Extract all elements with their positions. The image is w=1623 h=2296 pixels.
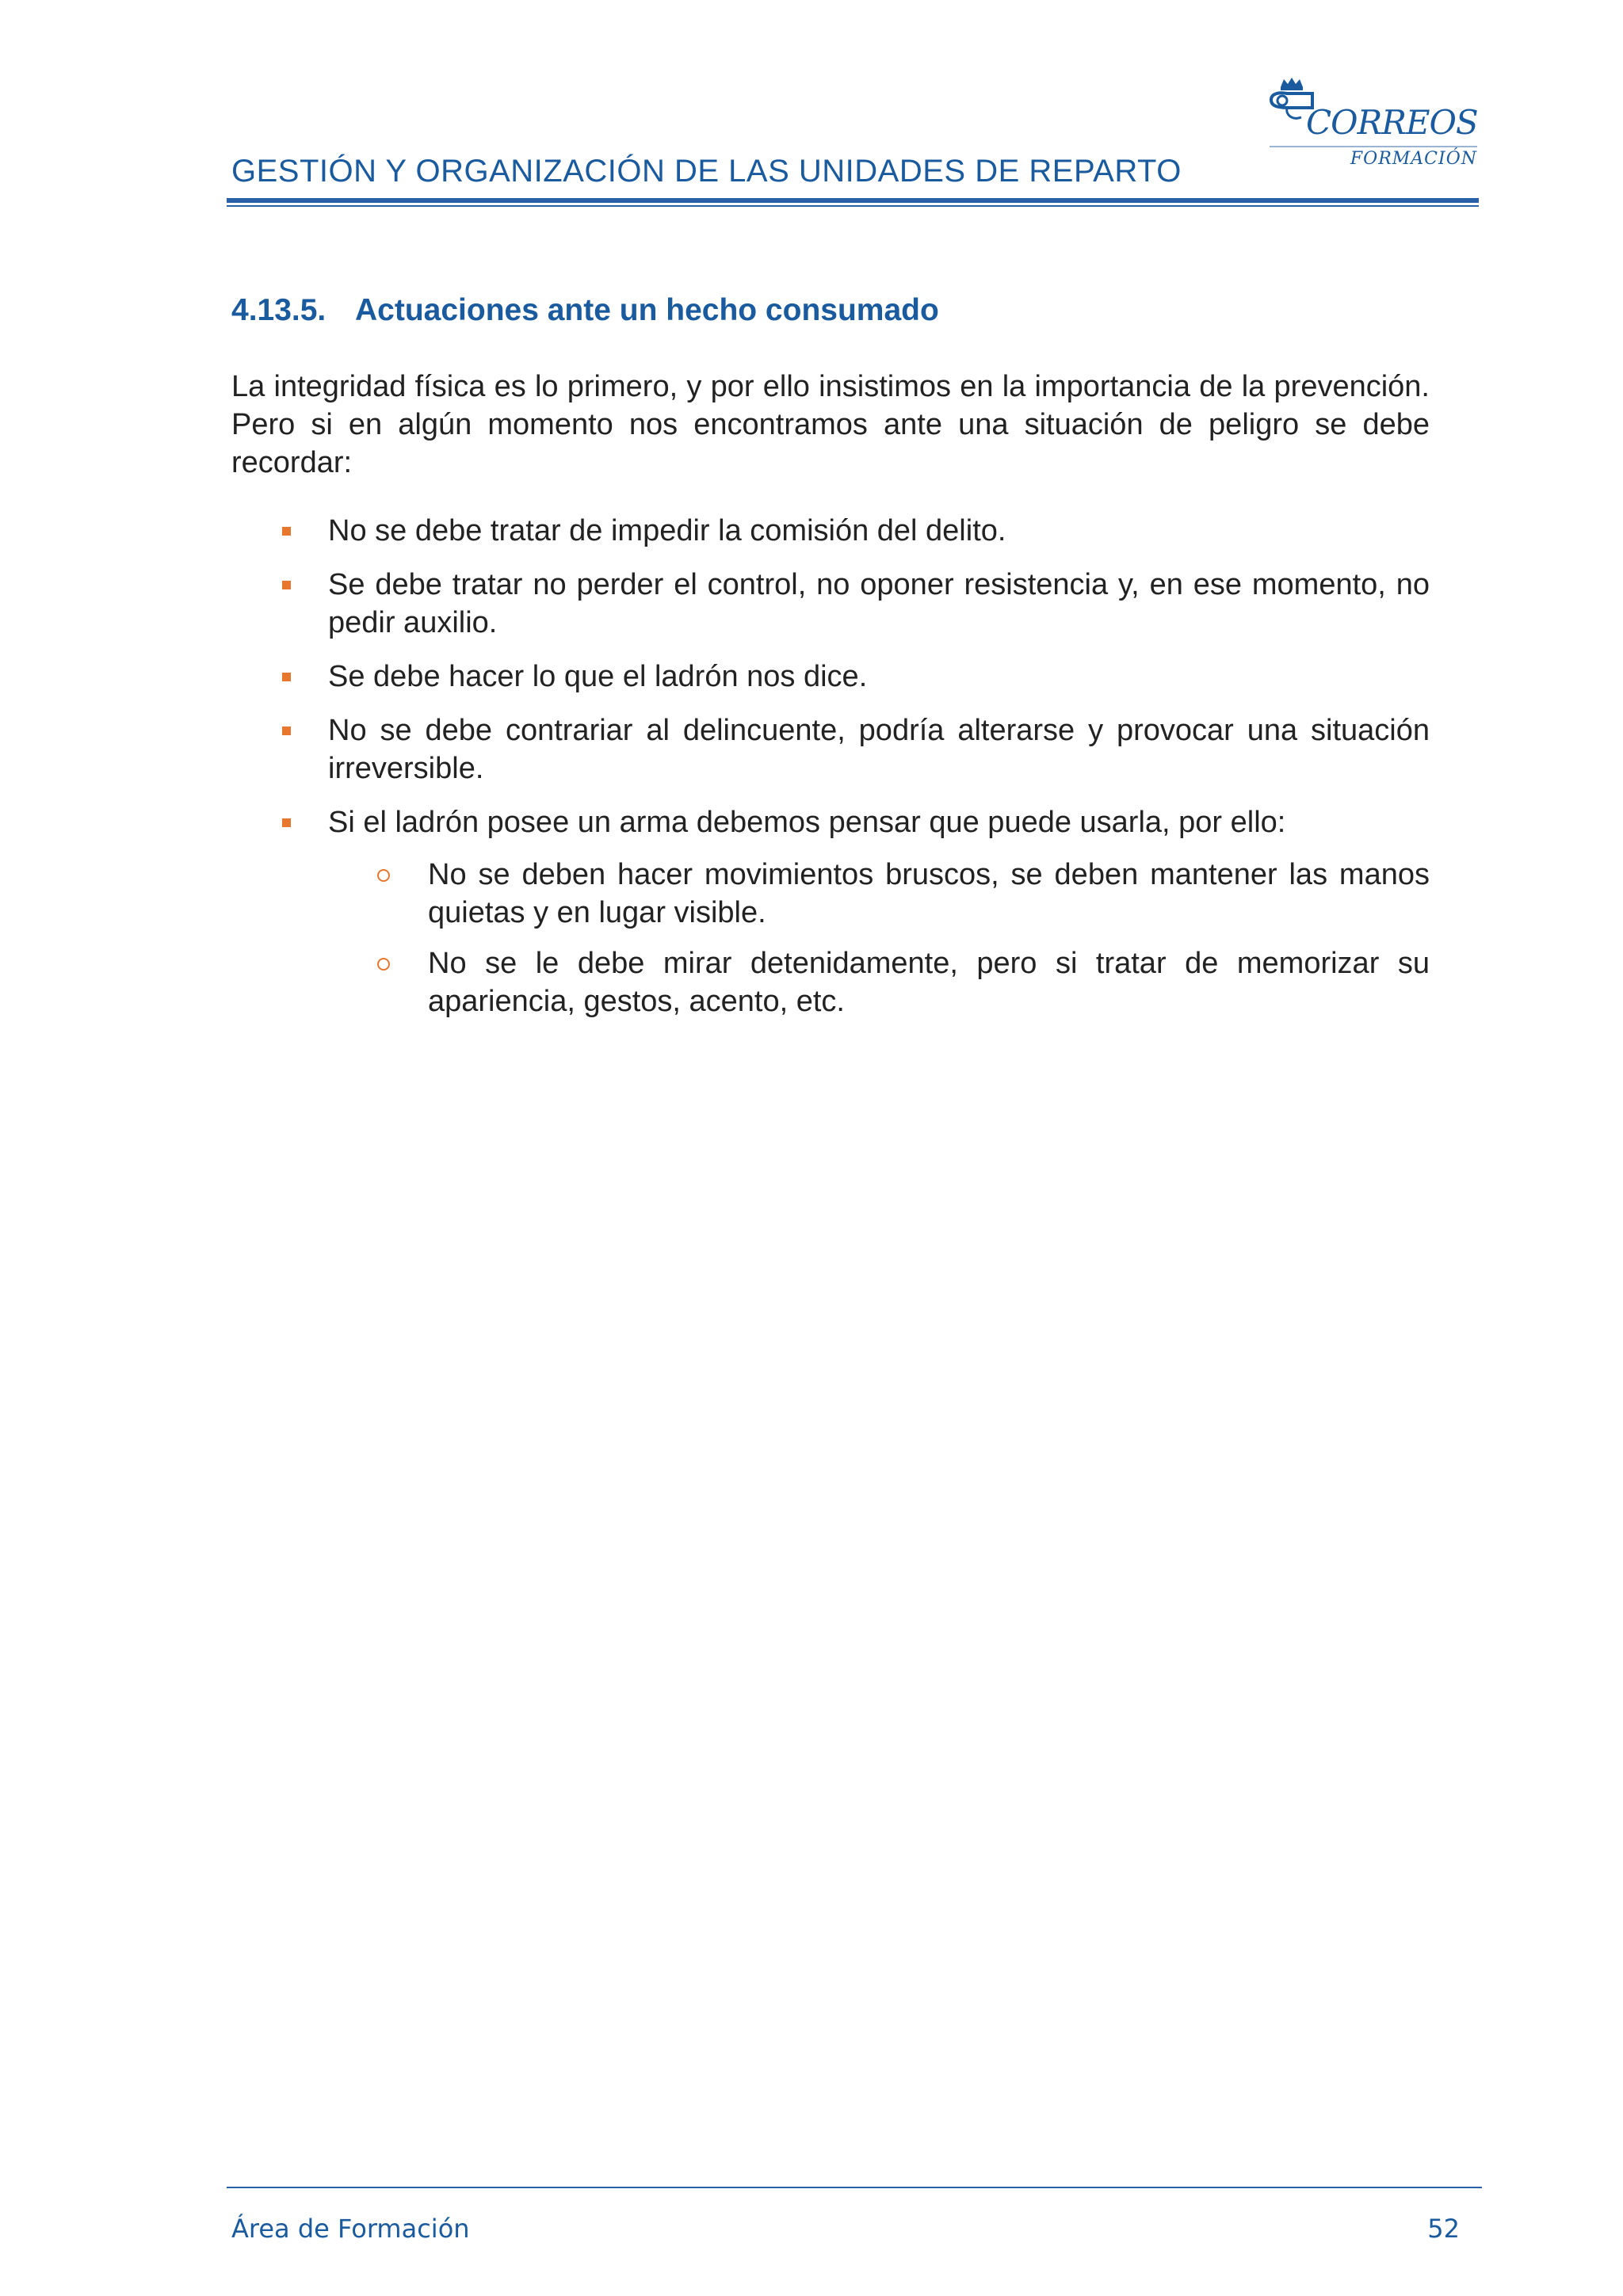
list-item-text: No se debe contrariar al delincuente, podría alterarse y provocar una situación irreversible. bbox=[328, 714, 1430, 785]
header-divider-thin bbox=[227, 205, 1479, 207]
page-number: 52 bbox=[1427, 2214, 1460, 2244]
square-bullet-icon bbox=[282, 527, 291, 536]
correos-logo bbox=[1266, 76, 1479, 174]
sub-list-item bbox=[231, 856, 1430, 932]
sub-bullet-list bbox=[328, 856, 1430, 1020]
list-item-text: Si el ladrón posee un arma debemos pensar que puede usarla, por ello: bbox=[328, 806, 1286, 839]
logo-brand-text: CORREOS bbox=[1306, 103, 1478, 142]
square-bullet-icon bbox=[282, 673, 291, 681]
page-content bbox=[231, 285, 1430, 1036]
circle-bullet-icon bbox=[377, 958, 390, 971]
sub-list-item-text: No se deben hacer movimientos bruscos, se deben mantener las manos quietas y en lugar visible. bbox=[428, 858, 1430, 929]
list-item bbox=[231, 512, 1430, 550]
header-divider bbox=[227, 198, 1479, 203]
footer-label: Área de Formación bbox=[231, 2214, 470, 2244]
section-number: 4.13.5. bbox=[231, 293, 327, 327]
list-item bbox=[231, 566, 1430, 642]
list-item bbox=[231, 711, 1430, 788]
list-item-text: Se debe tratar no perder el control, no oponer resistencia y, en ese momento, no pedir auxilio. bbox=[328, 568, 1430, 639]
sub-list-item-text: No se le debe mirar detenidamente, pero si tratar de memorizar su apariencia, gestos, acento, etc. bbox=[428, 947, 1430, 1018]
circle-bullet-icon bbox=[377, 869, 390, 882]
list-item bbox=[231, 658, 1430, 696]
square-bullet-icon bbox=[282, 581, 291, 589]
intro-paragraph: La integridad física es lo primero, y por ello insistimos en la importancia de la prevención. Pero si en algún momento nos encontramos ante una situación de peligro se debe recordar: bbox=[231, 370, 1430, 479]
square-bullet-icon bbox=[282, 818, 291, 827]
logo-divider bbox=[1270, 146, 1477, 147]
list-item-text: Se debe hacer lo que el ladrón nos dice. bbox=[328, 660, 868, 693]
footer-divider bbox=[227, 2187, 1482, 2188]
section-title: Actuaciones ante un hecho consumado bbox=[355, 293, 939, 327]
section-heading bbox=[231, 293, 1430, 328]
list-item-text: No se debe tratar de impedir la comisión del delito. bbox=[328, 514, 1006, 547]
header-title: GESTIÓN Y ORGANIZACIÓN DE LAS UNIDADES DE REPARTO bbox=[231, 154, 1182, 189]
bullet-list bbox=[231, 512, 1430, 1020]
list-item bbox=[231, 803, 1430, 1020]
logo-subtitle: FORMACIÓN bbox=[1350, 149, 1477, 169]
sub-list-item bbox=[231, 944, 1430, 1020]
square-bullet-icon bbox=[282, 727, 291, 735]
